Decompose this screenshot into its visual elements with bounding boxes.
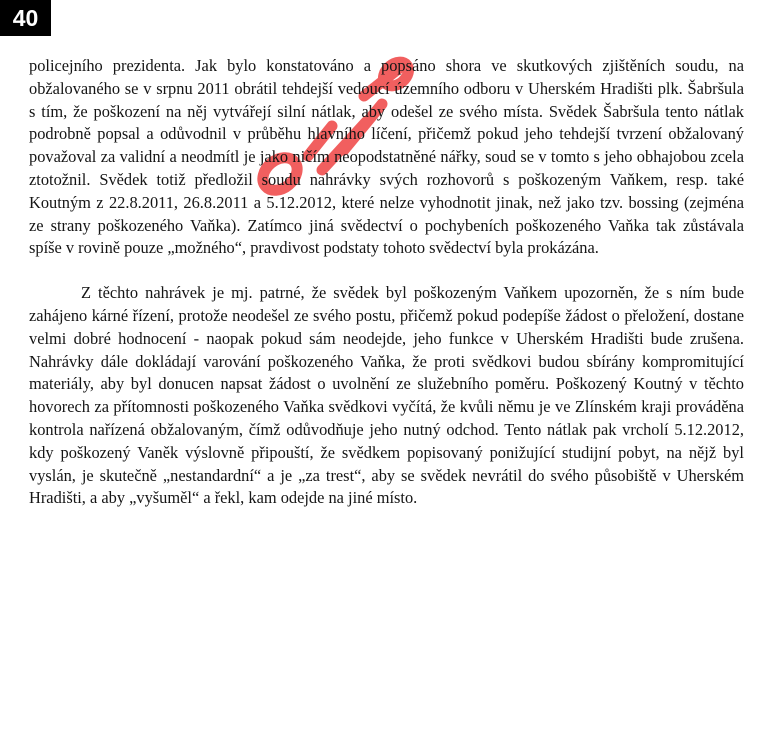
document-body bbox=[29, 55, 744, 510]
paragraph-1: policejního prezidenta. Jak bylo konstatováno a popsáno shora ve skutkových zjištěních soudu, na obžalovaného se v srpnu 2011 obrátil tehdejší vedoucí územního odboru v Uherském Hradišti plk. Šabršula s tím, že poškození na něj vytvářejí silní nátlak, aby odešel ze svého místa. Svědek Šabršula tento nátlak podrobně popsal a odůvodnil v průběhu hlavního líčení, přičemž pokud jeho tehdejší tvrzení obžalovaný považoval za validní a neodmítl je jako ničím neopodstatněné nářky, soud se v tomto s jeho obhajobou zcela ztotožnil. Svědek totiž předložil soudu nahrávky svých rozhovorů s poškozeným Vaňkem, resp. také Koutným z 22.8.2011, 26.8.2011 a 5.12.2012, které nelze vyhodnotit jinak, než jako tzv. bossing (zejména ze strany poškozeného Vaňka). Zatímco jiná svědectví o pochybeních poškozeného Vaňka tak zůstávala spíše v rovině pouze „možného“, pravdivost podstaty tohoto svědectví byla prokázána. bbox=[29, 56, 744, 258]
paragraph-2: Z těchto nahrávek je mj. patrné, že svědek byl poškozeným Vaňkem upozorněn, že s ním bude zahájeno kárné řízení, protože neodešel ze svého postu, přičemž pokud podepíše žádost o přeložení, dostane velmi dobré hodnocení - naopak pokud sám neodejde, jeho funkce v Uherském Hradišti bude zrušena. Nahrávky dále dokládají varování poškozeného Vaňka, že proti svědkovi budou sbírány kompromitující materiály, aby byl donucen napsat žádost o uvolnění ze služebního poměru. Poškozený Koutný v těchto hovorech za přítomnosti poškozeného Vaňka svědkovi vyčítá, že kvůli němu je ve Zlínském kraji prováděna kontrola nařízená obžalovaným, čímž odůvodňuje jeho nutný odchod. Tento nátlak pak vrcholí 5.12.2012, kdy poškozený Vaněk výslovně připouští, že svědkem popisovaný ponižující studijní pobyt, na nějž byl vyslán, je skutečně „nestandardní“ a je „za trest“, aby se svědek nevrátil do svého působiště v Uherském Hradišti, a aby „vyšuměl“ a řekl, kam odejde na jiné místo. bbox=[29, 283, 744, 508]
page-number-badge: 40 bbox=[0, 0, 51, 36]
